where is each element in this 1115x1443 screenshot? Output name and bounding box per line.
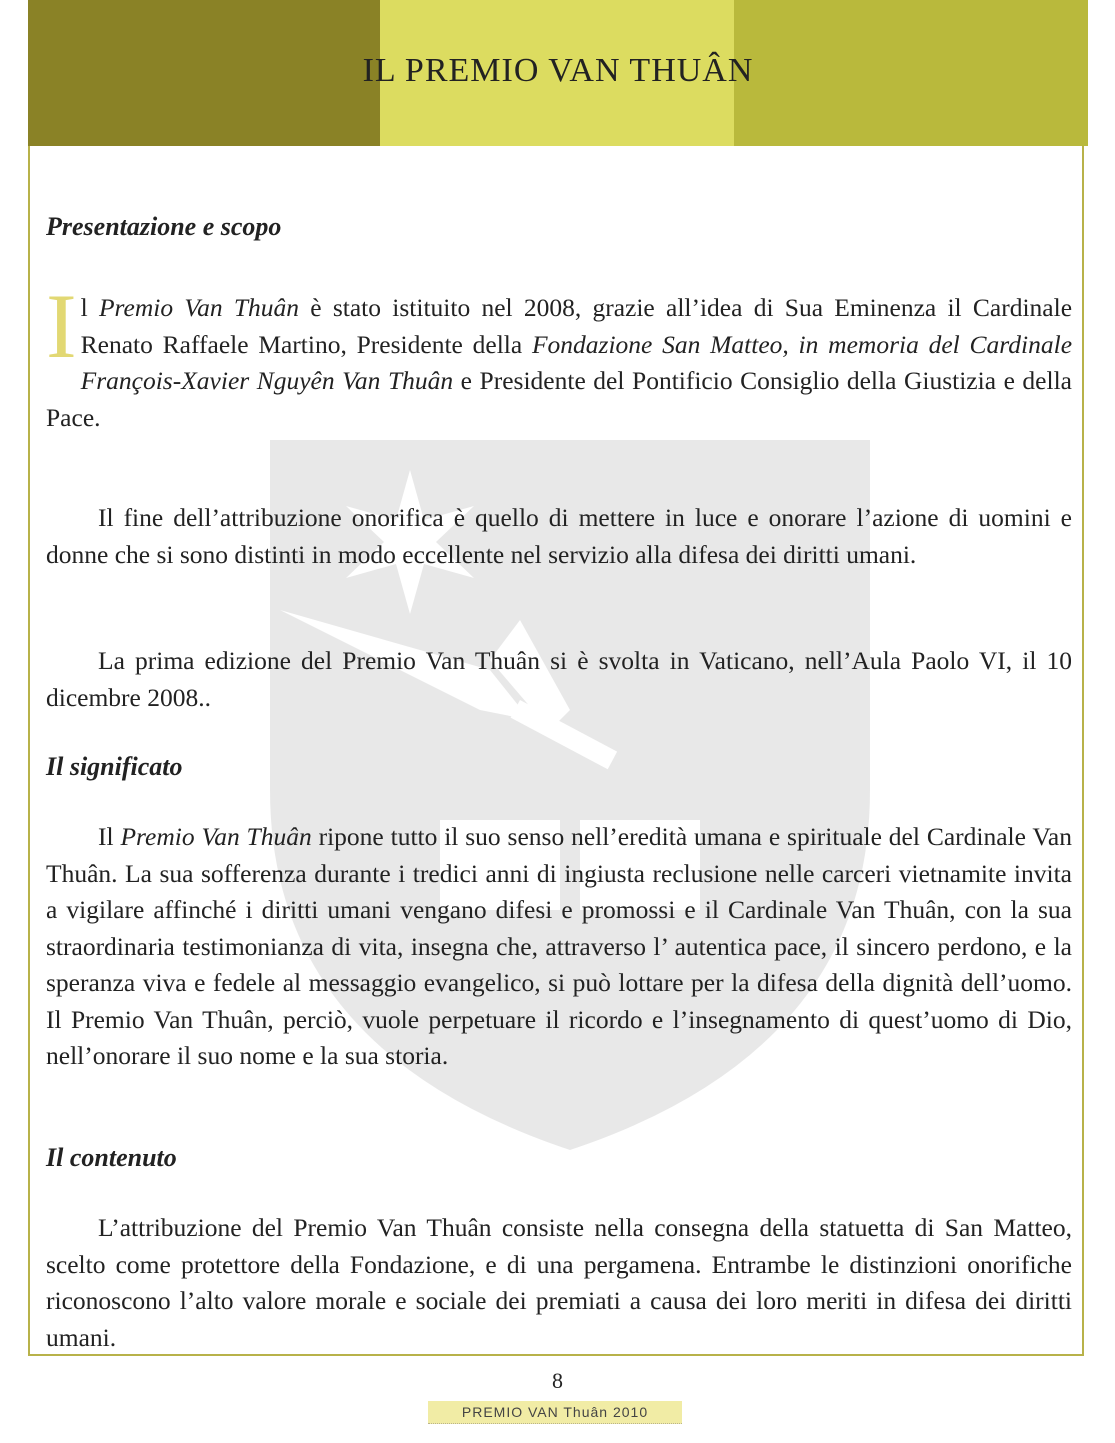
page-number: 8 [552,1368,563,1393]
paragraph-presentation-3: La prima edizione del Premio Van Thuân si è svolta in Vaticano, nell’Aula Paolo VI, il 10 dicembre 2008.. [46,646,1072,712]
paragraph-presentation-2: Il fine dell’attribuzione onorifica è quello di mettere in luce e onorare l’azione di uomini e donne che si sono distinti in modo eccellente nel servizio alla difesa dei diritti umani. [46,503,1072,569]
section-heading-content: Il contenuto [46,1143,177,1172]
footer-label: PREMIO VAN Thuân 2010 [428,1401,682,1424]
paragraph-content-1: L’attribuzione del Premio Van Thuân consiste nella consegna della statuetta di San Matteo, scelto come protettore della Fondazione, e di una pergamena. Entrambe le distinzioni onorifiche riconoscono l’alto valore morale e sociale dei premiati a causa dei loro meriti in difesa dei diritti umani. [46,1213,1072,1352]
paragraph-presentation-1: Il Premio Van Thuân è stato istituito nel 2008, grazie all’idea di Sua Eminenza il Cardinale Renato Raffaele Martino, Presidente della Fondazione San Matteo, in memoria del Cardinale François-Xavier Nguyên Van Thuân e Presidente del Pontificio Consiglio della Giustizia e della Pace. [46,275,1073,432]
page-header [28,0,1088,146]
drop-cap: I [46,275,77,377]
section-heading-presentation: Presentazione e scopo [46,212,282,241]
paragraph-meaning-1: Il Premio Van Thuân ripone tutto il suo senso nell’eredità umana e spirituale del Cardinale Van Thuân. La sua sofferenza durante i tredici anni di ingiusta reclusione nelle carceri vietnamite invita a vigilare affinché i diritti umani vengano difesi e promossi e il Cardinale Van Thuân, con la sua straordinaria testimonianza di vita, insegna che, attraverso l’ autentica pace, il sincero perdono, e la speranza viva e fedele al messaggio evangelico, si può lottare per la difesa della dignità dell’uomo. Il Premio Van Thuân, perciò, vuole perpetuare il ricordo e l’insegnamento di quest’uomo di Dio, nell’onorare il suo nome e la sua storia. [46,822,1073,1070]
section-heading-meaning: Il significato [46,752,183,781]
page-title: IL PREMIO VAN THUÂN [362,52,754,89]
